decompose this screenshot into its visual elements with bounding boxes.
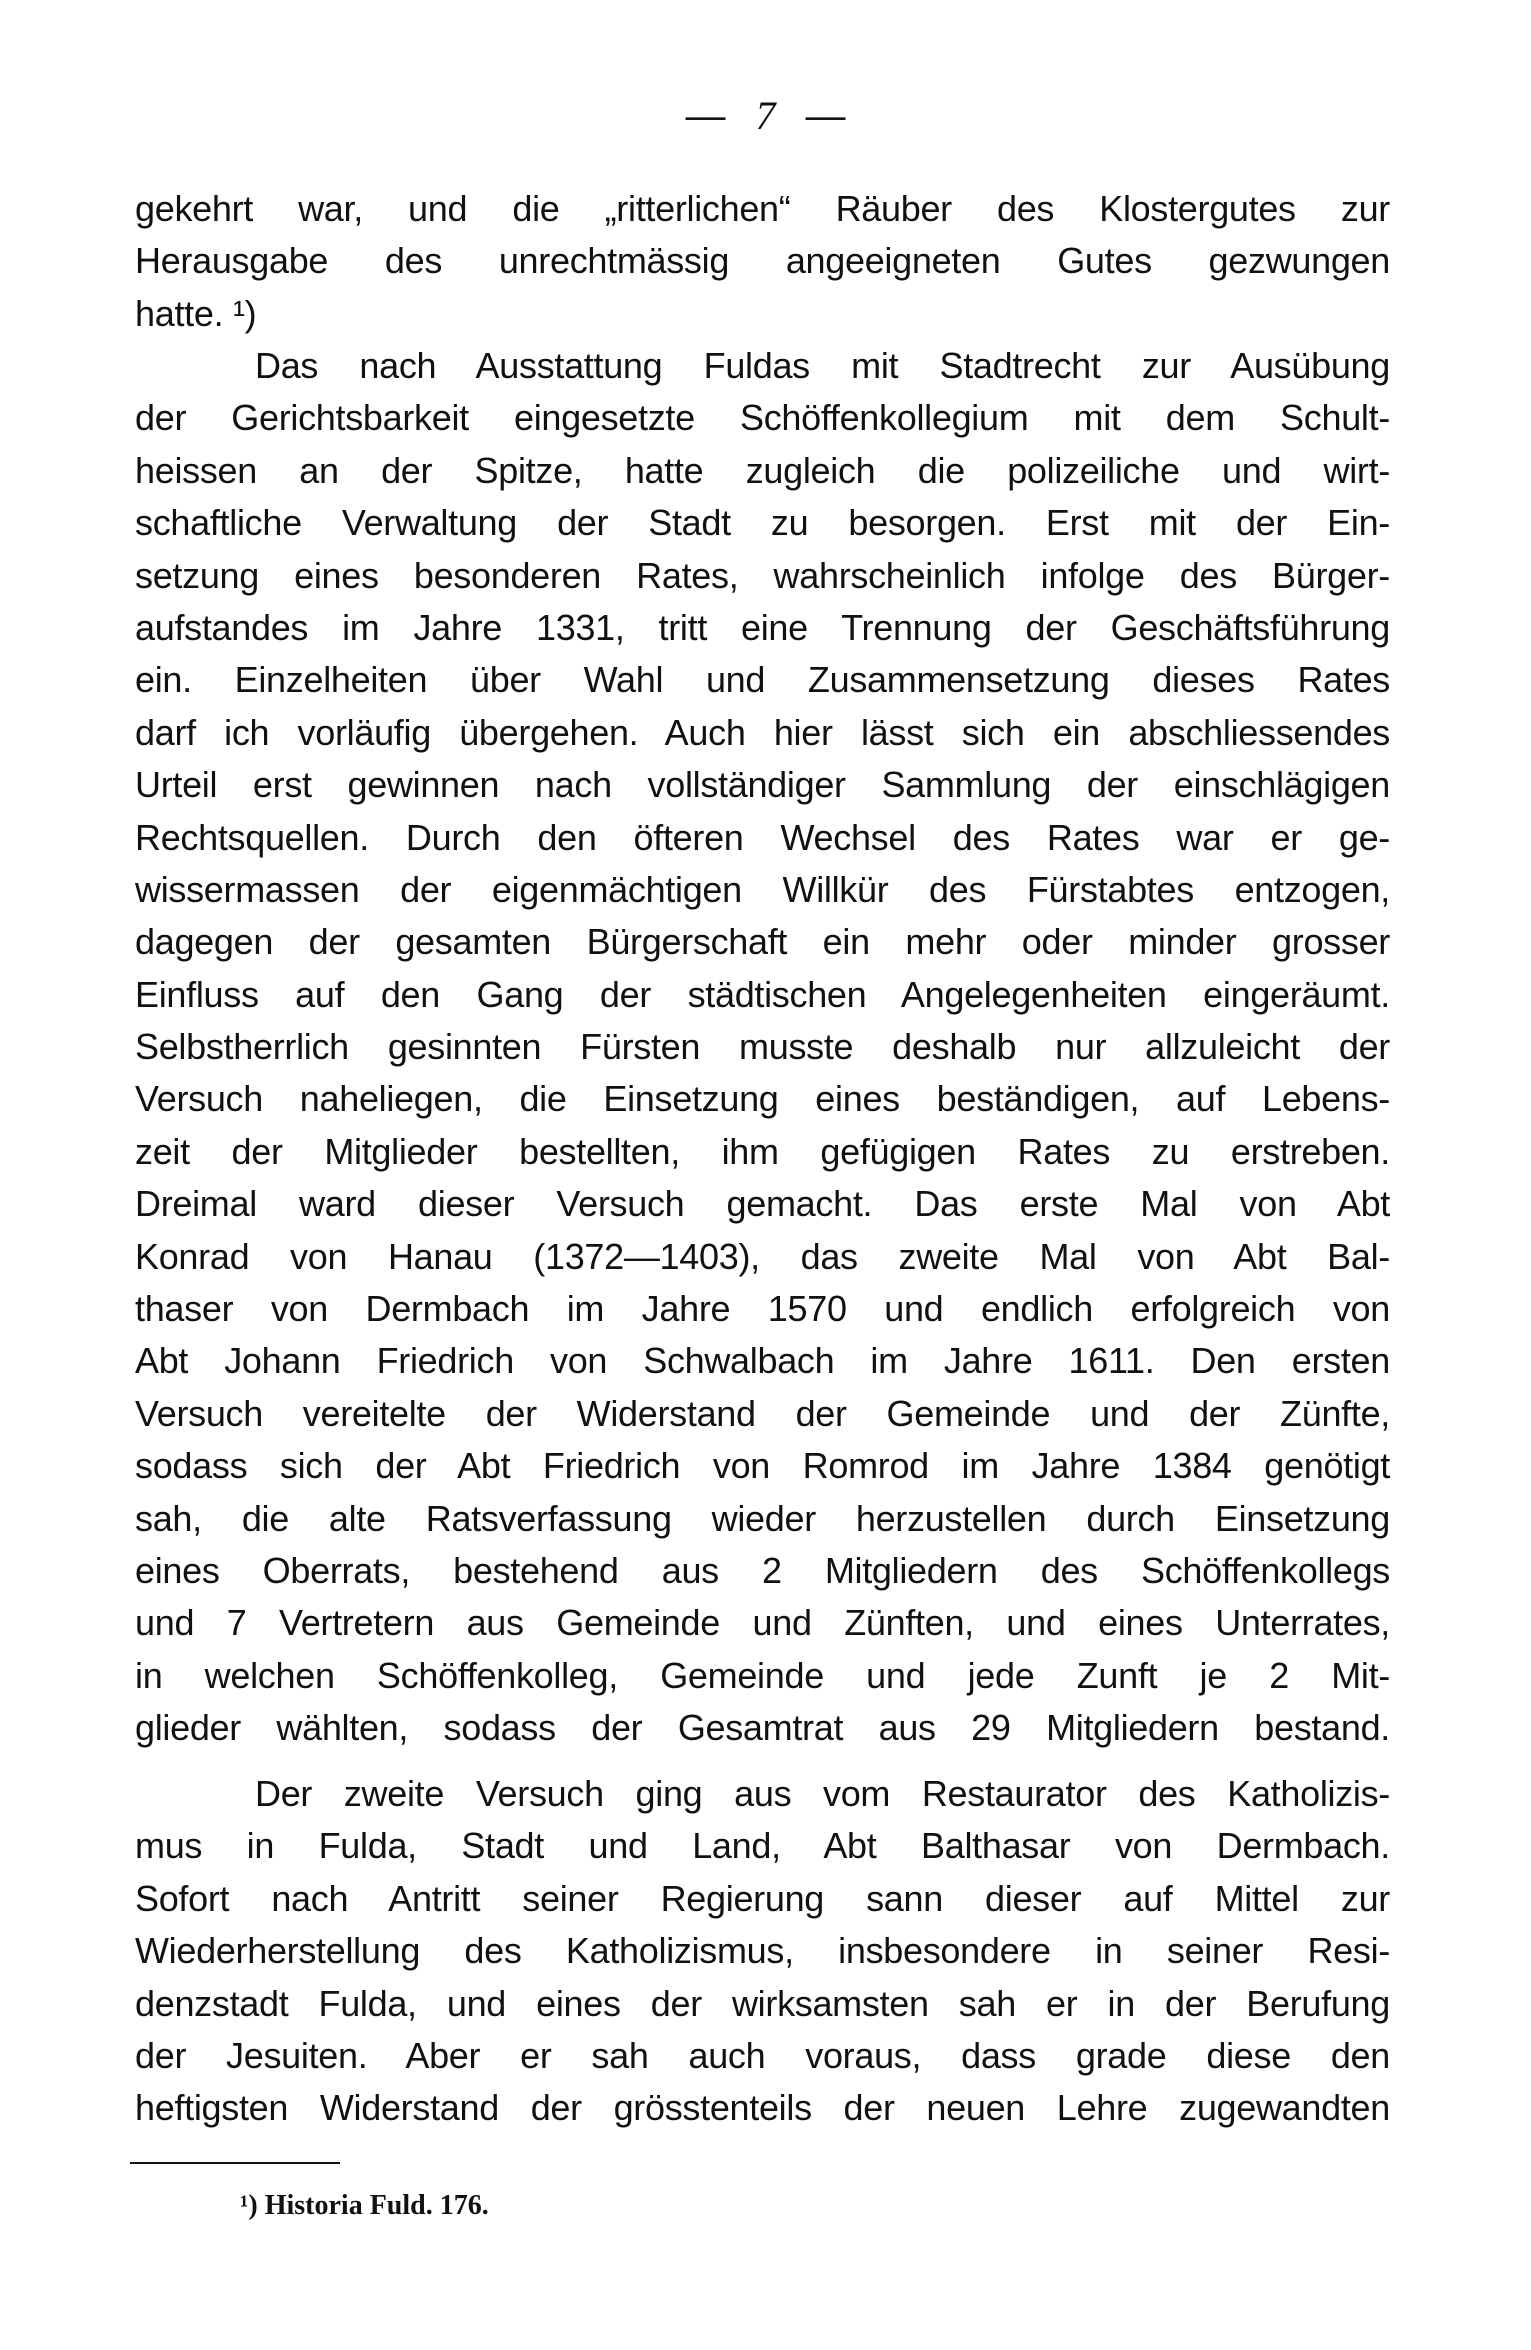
text-line: Abt Johann Friedrich von Schwalbach im Jahre 1611. Den ersten (135, 1340, 1390, 1382)
text-line: Dreimal ward dieser Versuch gemacht. Das erste Mal von Abt (135, 1183, 1390, 1225)
text-line: eines Oberrats, bestehend aus 2 Mitgliedern des Schöffenkollegs (135, 1549, 1390, 1591)
text-line: der Gerichtsbarkeit eingesetzte Schöffenkollegium mit dem Schult- (135, 397, 1390, 439)
text-line: wissermassen der eigenmächtigen Willkür des Fürstabtes entzogen, (135, 868, 1390, 910)
page-number-dash: — (685, 94, 726, 138)
text-line: heftigsten Widerstand der grösstenteils der neuen Lehre zugewandten (135, 2087, 1390, 2129)
text-line: sodass sich der Abt Friedrich von Romrod im Jahre 1384 genötigt (135, 1445, 1390, 1487)
text-line: Konrad von Hanau (1372—1403), das zweite Mal von Abt Bal- (135, 1235, 1390, 1277)
text-line: gekehrt war, und die „ritterlichen“ Räuber des Klostergutes zur (135, 188, 1390, 229)
text-line: heissen an der Spitze, hatte zugleich die polizeiliche und wirt- (135, 449, 1390, 491)
text-line: setzung eines besonderen Rates, wahrscheinlich infolge des Bürger- (135, 554, 1390, 596)
text-line: Versuch vereitelte der Widerstand der Gemeinde und der Zünfte, (135, 1392, 1390, 1434)
text-line: Einfluss auf den Gang der städtischen Angelegenheiten eingeräumt. (135, 973, 1390, 1015)
page-number (0, 92, 1531, 139)
text-line: ein. Einzelheiten über Wahl und Zusammensetzung dieses Rates (135, 659, 1390, 701)
footnote-divider (130, 2162, 340, 2164)
text-line: aufstandes im Jahre 1331, tritt eine Trennung der Geschäftsführung (135, 606, 1390, 648)
text-line: und 7 Vertretern aus Gemeinde und Zünften, und eines Unterrates, (135, 1602, 1390, 1644)
text-line: schaftliche Verwaltung der Stadt zu besorgen. Erst mit der Ein- (135, 502, 1390, 544)
text-line: zeit der Mitglieder bestellten, ihm gefügigen Rates zu erstreben. (135, 1130, 1390, 1172)
text-line: sah, die alte Ratsverfassung wieder herzustellen durch Einsetzung (135, 1497, 1390, 1539)
text-line: in welchen Schöffenkolleg, Gemeinde und jede Zunft je 2 Mit- (135, 1654, 1390, 1696)
paragraph-2 (135, 340, 1390, 1755)
paragraph-3 (135, 1768, 1390, 2135)
text-line: Versuch naheliegen, die Einsetzung eines beständigen, auf Lebens- (135, 1078, 1390, 1120)
footnote: ¹) Historia Fuld. 176. (240, 2190, 489, 2221)
text-line: Rechtsquellen. Durch den öfteren Wechsel des Rates war er ge- (135, 816, 1390, 858)
text-line: Wiederherstellung des Katholizismus, insbesondere in seiner Resi- (135, 1930, 1390, 1972)
page-number-dash: — (805, 94, 846, 138)
page-number-value: 7 (755, 93, 776, 138)
text-line: Das nach Ausstattung Fuldas mit Stadtrecht zur Ausübung (255, 345, 1390, 386)
text-line: Herausgabe des unrechtmässig angeeigneten Gutes gezwungen (135, 240, 1390, 282)
text-line: darf ich vorläufig übergehen. Auch hier lässt sich ein abschliessendes (135, 711, 1390, 753)
text-line: Urteil erst gewinnen nach vollständiger Sammlung der einschlägigen (135, 764, 1390, 806)
text-line: Der zweite Versuch ging aus vom Restaurator des Katholizis- (255, 1773, 1390, 1814)
paragraph-1 (135, 183, 1390, 340)
text-line: thaser von Dermbach im Jahre 1570 und endlich erfolgreich von (135, 1288, 1390, 1330)
text-line: hatte. ¹) (135, 292, 257, 334)
text-line: mus in Fulda, Stadt und Land, Abt Balthasar von Dermbach. (135, 1825, 1390, 1867)
text-line: der Jesuiten. Aber er sah auch voraus, dass grade diese den (135, 2034, 1390, 2076)
text-line: denzstadt Fulda, und eines der wirksamsten sah er in der Berufung (135, 1982, 1390, 2024)
text-line: dagegen der gesamten Bürgerschaft ein mehr oder minder grosser (135, 921, 1390, 963)
text-line: Selbstherrlich gesinnten Fürsten musste deshalb nur allzuleicht der (135, 1026, 1390, 1068)
text-line: Sofort nach Antritt seiner Regierung sann dieser auf Mittel zur (135, 1877, 1390, 1919)
text-line: glieder wählten, sodass der Gesamtrat aus 29 Mitgliedern bestand. (135, 1707, 1390, 1749)
